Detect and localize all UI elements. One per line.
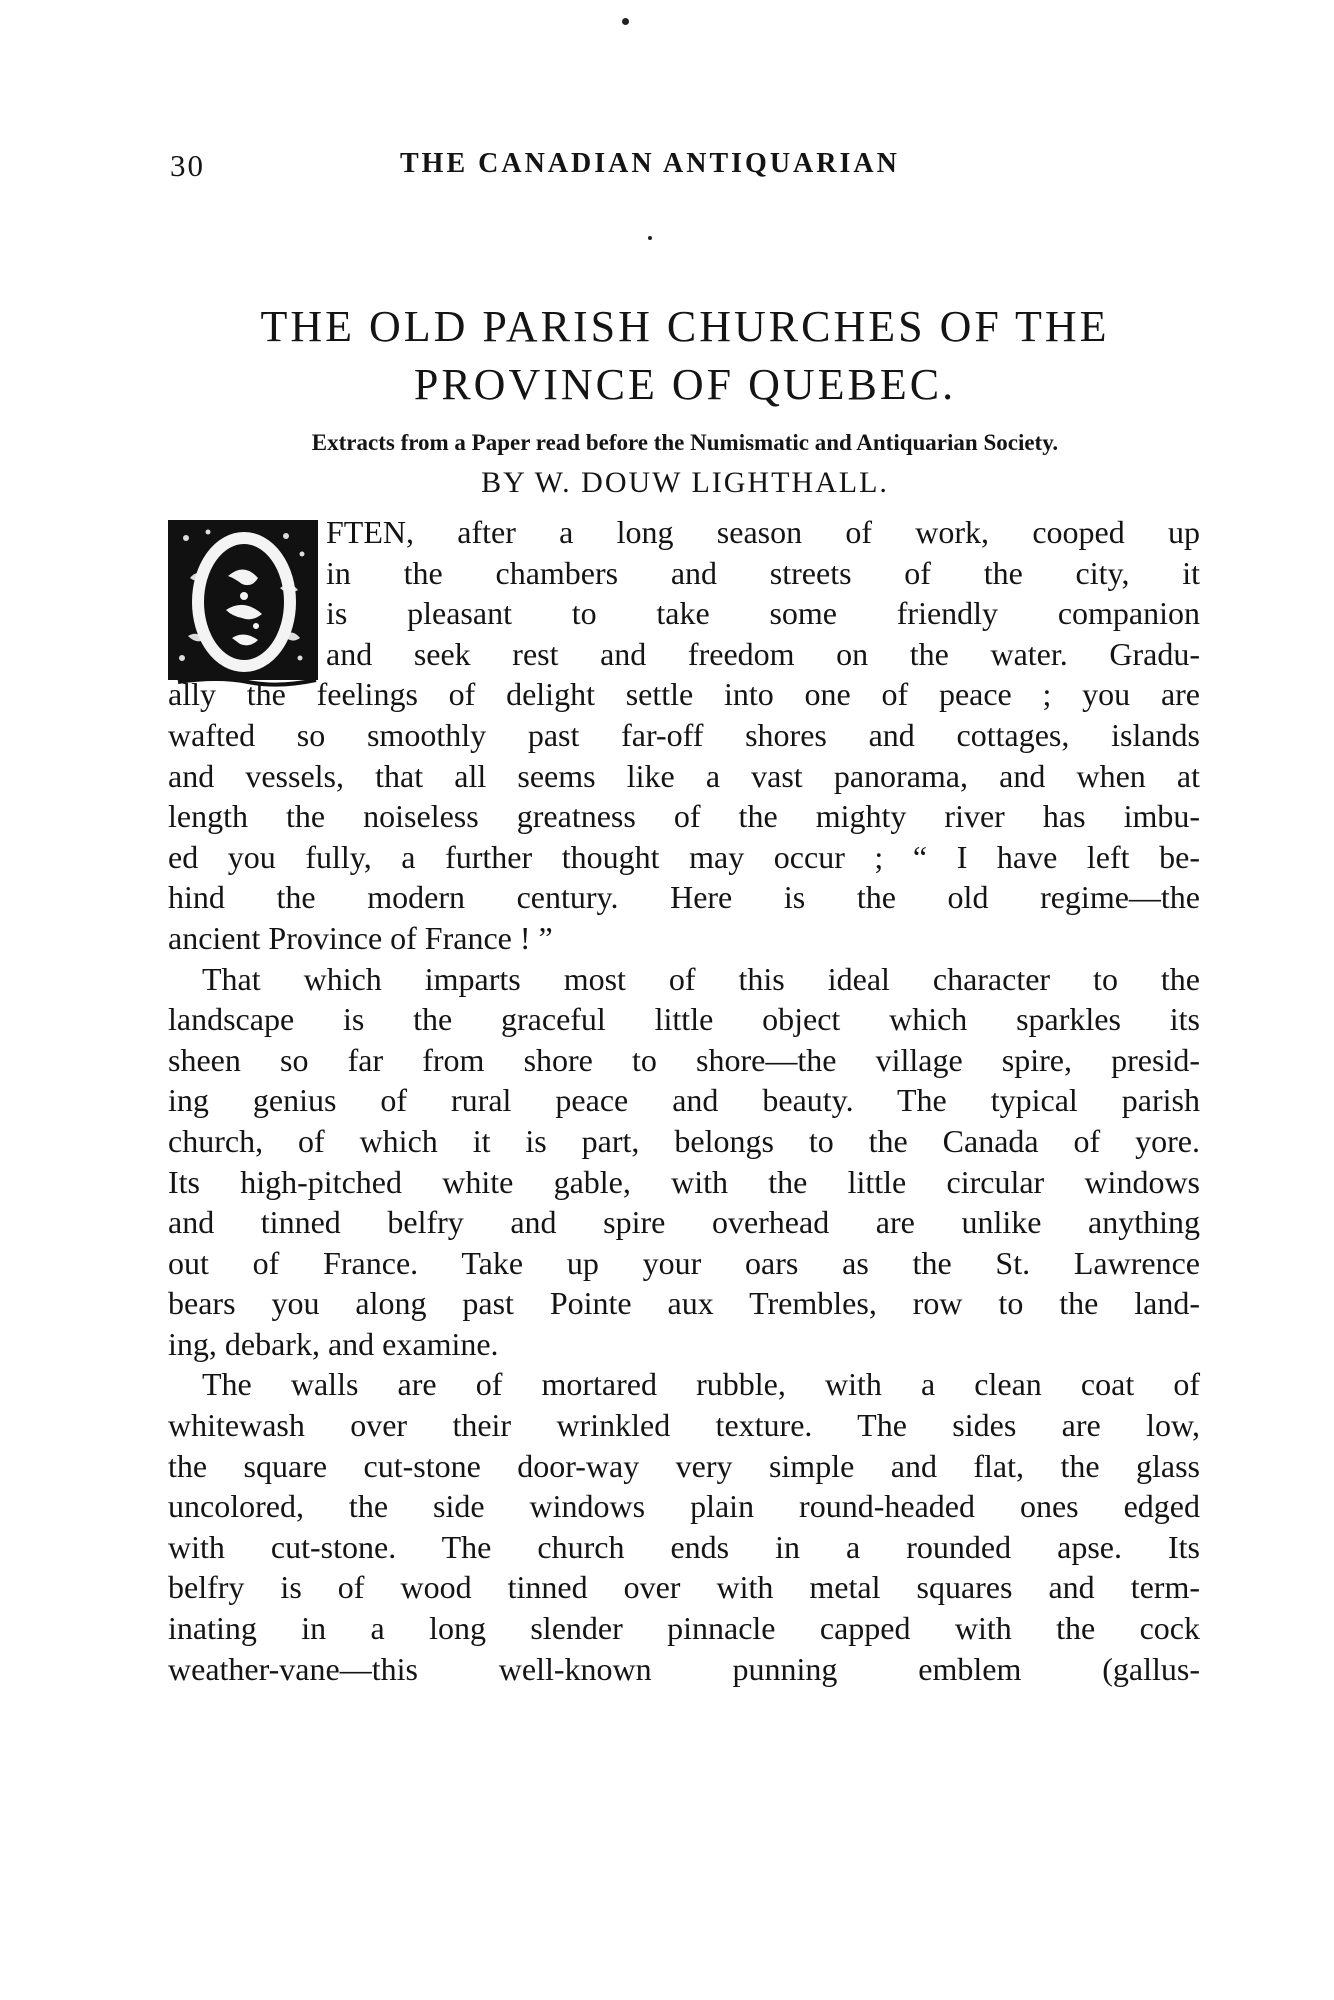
text-line: and tinned belfry and spire overhead are unlike anything	[168, 1204, 1200, 1241]
text-line: The walls are of mortared rubble, with a clean coat of	[202, 1366, 1200, 1403]
text-line: Its high-pitched white gable, with the little circular windows	[168, 1163, 1200, 1200]
text-line: weather-vane—this well-known punning emblem (gallus-	[168, 1650, 1200, 1687]
text-line: and seek rest and freedom on the water. Gradu-	[326, 635, 1200, 672]
text-line: wafted so smoothly past far-off shores and cottages, islands	[168, 716, 1200, 753]
article-byline: BY W. DOUW LIGHTHALL.	[481, 466, 889, 499]
text-line: ancient Province of France ! ”	[168, 919, 553, 956]
text-line: That which imparts most of this ideal character to the	[202, 960, 1200, 997]
text-line: whitewash over their wrinkled texture. The sides are low,	[168, 1407, 1200, 1444]
text-line: is pleasant to take some friendly companion	[326, 595, 1200, 632]
paragraph-3	[168, 1364, 1200, 1689]
text-line: and vessels, that all seems like a vast panorama, and when at	[168, 757, 1200, 794]
text-line: length the noiseless greatness of the mighty river has imbu-	[168, 798, 1200, 835]
text-line: FTEN, after a long season of work, cooped up	[326, 514, 1200, 550]
print-speck	[622, 18, 629, 25]
article-title	[170, 298, 1200, 414]
text-line: the square cut-stone door-way very simple and flat, the glass	[168, 1447, 1200, 1484]
text-line: belfry is of wood tinned over with metal squares and term-	[168, 1569, 1200, 1606]
journal-title: THE CANADIAN ANTIQUARIAN	[400, 148, 900, 179]
paragraph-1	[168, 512, 1200, 959]
text-line: bears you along past Pointe aux Trembles, row to the land-	[168, 1285, 1200, 1322]
text-line: church, of which it is part, belongs to the Canada of yore.	[168, 1122, 1200, 1159]
text-line: ally the feelings of delight settle into one of peace ; you are	[168, 676, 1200, 713]
text-line: sheen so far from shore to shore—the village spire, presid-	[168, 1041, 1200, 1078]
text-line: ing genius of rural peace and beauty. The typical parish	[168, 1082, 1200, 1119]
article-subtitle: Extracts from a Paper read before the Numismatic and Antiquarian Society.	[311, 430, 1059, 455]
page-number: 30	[170, 148, 205, 183]
text-line: ing, debark, and examine.	[168, 1325, 499, 1362]
article-title-line-2: PROVINCE OF QUEBEC.	[413, 360, 957, 409]
text-line: inating in a long slender pinnacle capped with the cock	[168, 1610, 1200, 1647]
running-head	[170, 148, 1200, 188]
text-line: with cut-stone. The church ends in a rounded apse. Its	[168, 1528, 1200, 1565]
article-title-line-1: THE OLD PARISH CHURCHES OF THE	[260, 302, 1110, 351]
text-line: out of France. Take up your oars as the St. Lawrence	[168, 1244, 1200, 1281]
print-speck	[648, 236, 652, 240]
text-line: landscape is the graceful little object which sparkles its	[168, 1001, 1200, 1038]
text-line: uncolored, the side windows plain round-headed ones edged	[168, 1488, 1200, 1525]
paragraph-2	[168, 959, 1200, 1365]
article-body	[168, 512, 1200, 1689]
text-line: hind the modern century. Here is the old regime—the	[168, 879, 1200, 916]
text-line: in the chambers and streets of the city, it	[326, 554, 1200, 591]
text-line: ed you fully, a further thought may occur ; “ I have left be-	[168, 838, 1200, 875]
